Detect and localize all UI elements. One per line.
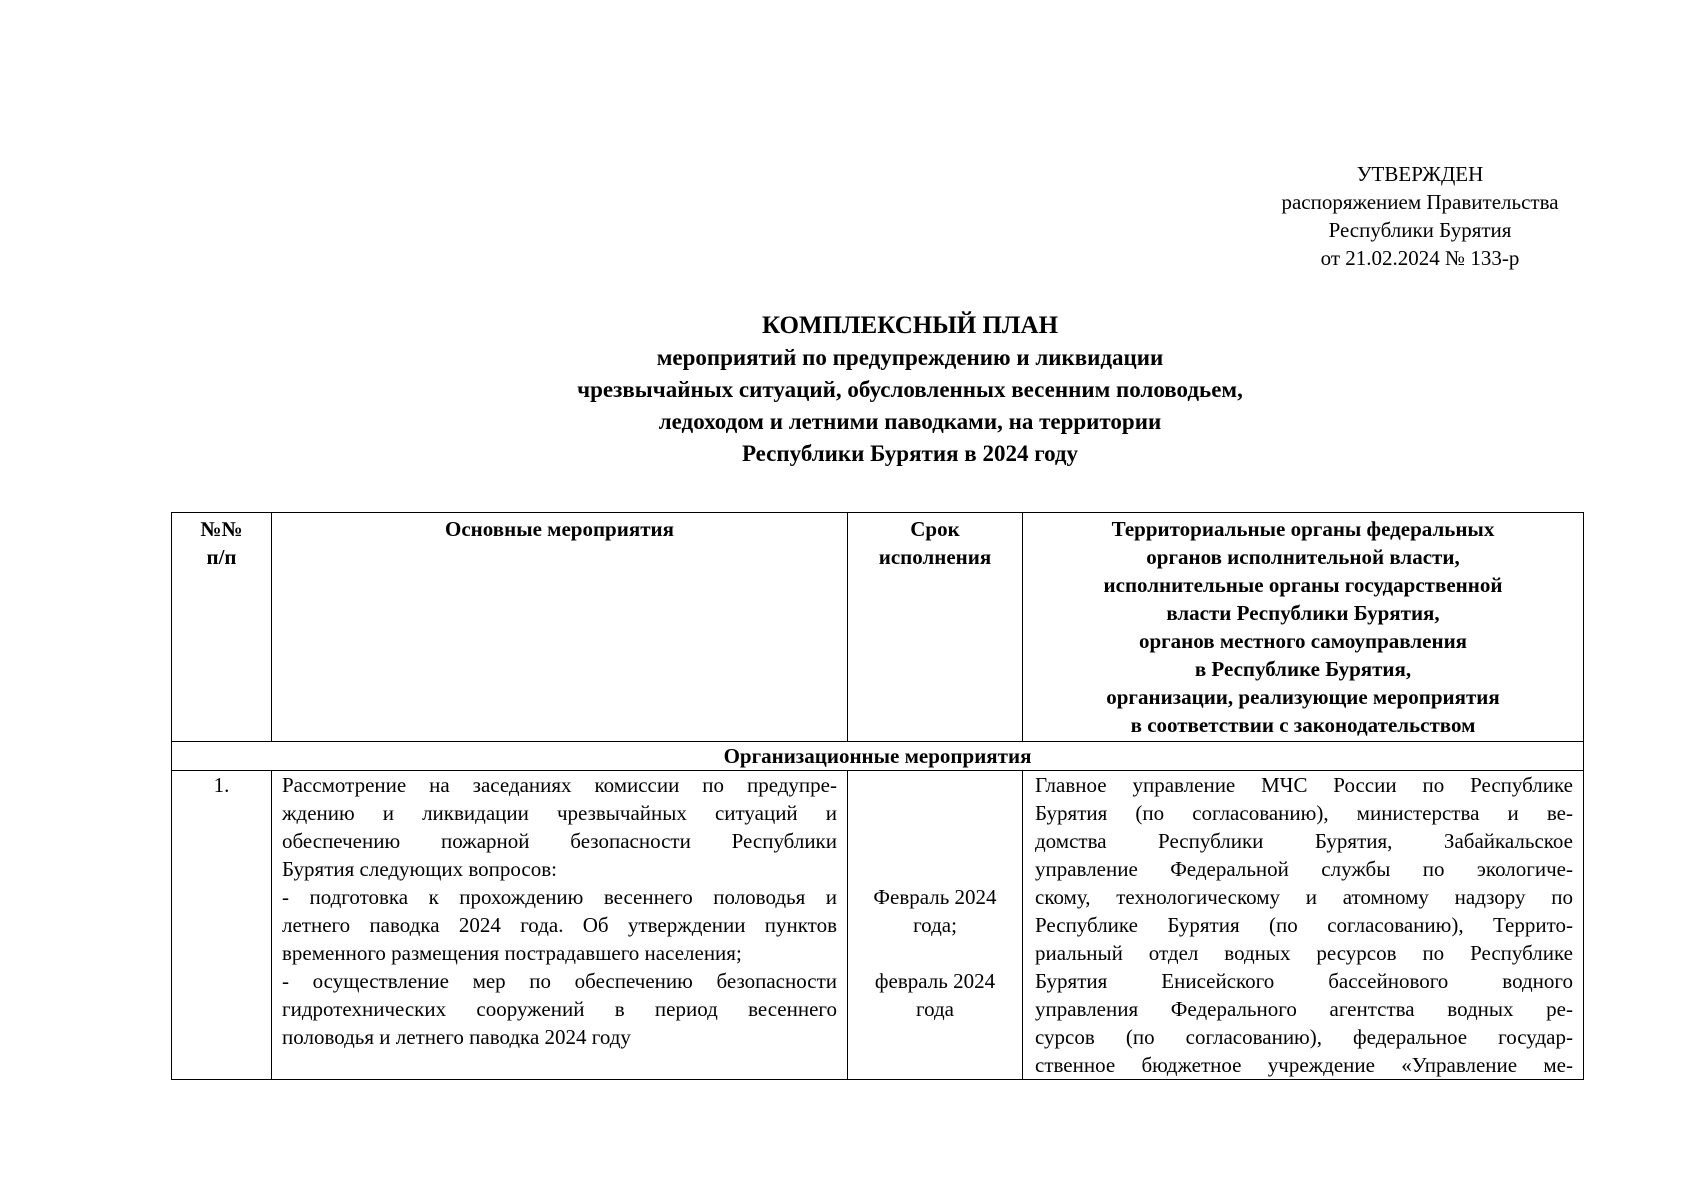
approval-block <box>1260 160 1580 272</box>
activity-line: Бурятия следующих вопросов: <box>282 857 557 881</box>
activity-line: обеспечению пожарной безопасности Республики <box>282 829 837 853</box>
row-organs <box>1023 771 1584 1080</box>
header-organs-line: органов исполнительной власти, <box>1146 545 1460 569</box>
organs-line: Бурятия Енисейского бассейнового водного <box>1035 969 1573 993</box>
organs-line: скому, технологическому и атомному надзору по <box>1035 885 1573 909</box>
organs-line: управления Федерального агентства водных ре- <box>1035 997 1573 1021</box>
header-term <box>848 513 1023 742</box>
organs-line: Бурятия (по согласованию), министерства и ве- <box>1035 801 1573 825</box>
term-line: года; <box>913 913 957 937</box>
table-header-row <box>172 513 1584 742</box>
activity-line: летнего паводка 2024 года. Об утверждении пунктов <box>282 913 837 937</box>
header-organs-line: Территориальные органы федеральных <box>1111 517 1495 541</box>
header-activity <box>272 513 848 742</box>
organs-line: ственное бюджетное учреждение «Управление ме- <box>1035 1053 1573 1077</box>
approval-line: УТВЕРЖДЕН <box>1356 162 1484 186</box>
term-line: февраль 2024 <box>874 969 996 993</box>
header-organs-line: в соответствии с законодательством <box>1130 713 1476 737</box>
activity-line: - осуществление мер по обеспечению безопасности <box>282 969 837 993</box>
activity-line: временного размещения пострадавшего населения; <box>282 941 742 965</box>
header-number <box>172 513 272 742</box>
header-term-line: Срок <box>910 517 960 541</box>
row-number <box>172 771 272 1080</box>
activity-line: ждению и ликвидации чрезвычайных ситуаций и <box>282 801 837 825</box>
row-term <box>848 771 1023 1080</box>
approval-line: от 21.02.2024 № 133-р <box>1320 246 1520 270</box>
plan-table <box>171 512 1584 1080</box>
plan-title-line: чрезвычайных ситуаций, обусловленных весенним половодьем, <box>577 377 1243 402</box>
table-row <box>172 771 1584 1080</box>
plan-title-line: мероприятий по предупреждению и ликвидации <box>656 345 1164 370</box>
header-organs-line: органов местного самоуправления <box>1138 629 1468 653</box>
activity-line: - подготовка к прохождению весеннего половодья и <box>282 885 837 909</box>
row-activity <box>272 771 848 1080</box>
row-number-text: 1. <box>213 773 230 797</box>
organs-line: Республике Бурятия (по согласованию), Террито- <box>1035 913 1573 937</box>
plan-title-main: КОМПЛЕКСНЫЙ ПЛАН <box>761 312 1059 339</box>
term-line: Февраль 2024 <box>873 885 997 909</box>
header-organs-line: власти Республики Бурятия, <box>1166 601 1440 625</box>
approval-line: Республики Бурятия <box>1328 218 1512 242</box>
plan-title <box>360 310 1460 470</box>
section-title: Организационные мероприятия <box>172 742 1584 771</box>
header-organs <box>1023 513 1584 742</box>
plan-title-line: ледоходом и летними паводками, на территории <box>658 409 1162 434</box>
section-row <box>172 742 1584 771</box>
header-number-line: №№ <box>200 517 243 541</box>
organs-line: домства Республики Бурятия, Забайкальское <box>1035 829 1573 853</box>
organs-line: управление Федеральной службы по экологиче- <box>1035 857 1573 881</box>
header-organs-line: исполнительные органы государственной <box>1103 573 1503 597</box>
header-organs-line: в Республике Бурятия, <box>1194 657 1412 681</box>
term-line: года <box>916 997 954 1021</box>
organs-line: сурсов (по согласованию), федеральное государ- <box>1035 1025 1573 1049</box>
header-organs-line: организации, реализующие мероприятия <box>1106 685 1500 709</box>
approval-line: распоряжением Правительства <box>1281 190 1559 214</box>
activity-line: Рассмотрение на заседаниях комиссии по предупре- <box>282 773 837 797</box>
plan-title-line: Республики Бурятия в 2024 году <box>741 441 1079 466</box>
activity-line: гидротехнических сооружений в период весеннего <box>282 997 837 1021</box>
organs-line: риальный отдел водных ресурсов по Республике <box>1035 941 1573 965</box>
header-term-line: исполнения <box>878 545 992 569</box>
activity-line: половодья и летнего паводка 2024 году <box>282 1025 631 1049</box>
header-activity-label: Основные мероприятия <box>445 517 674 541</box>
header-number-line: п/п <box>206 545 237 569</box>
organs-line: Главное управление МЧС России по Республике <box>1035 773 1573 797</box>
